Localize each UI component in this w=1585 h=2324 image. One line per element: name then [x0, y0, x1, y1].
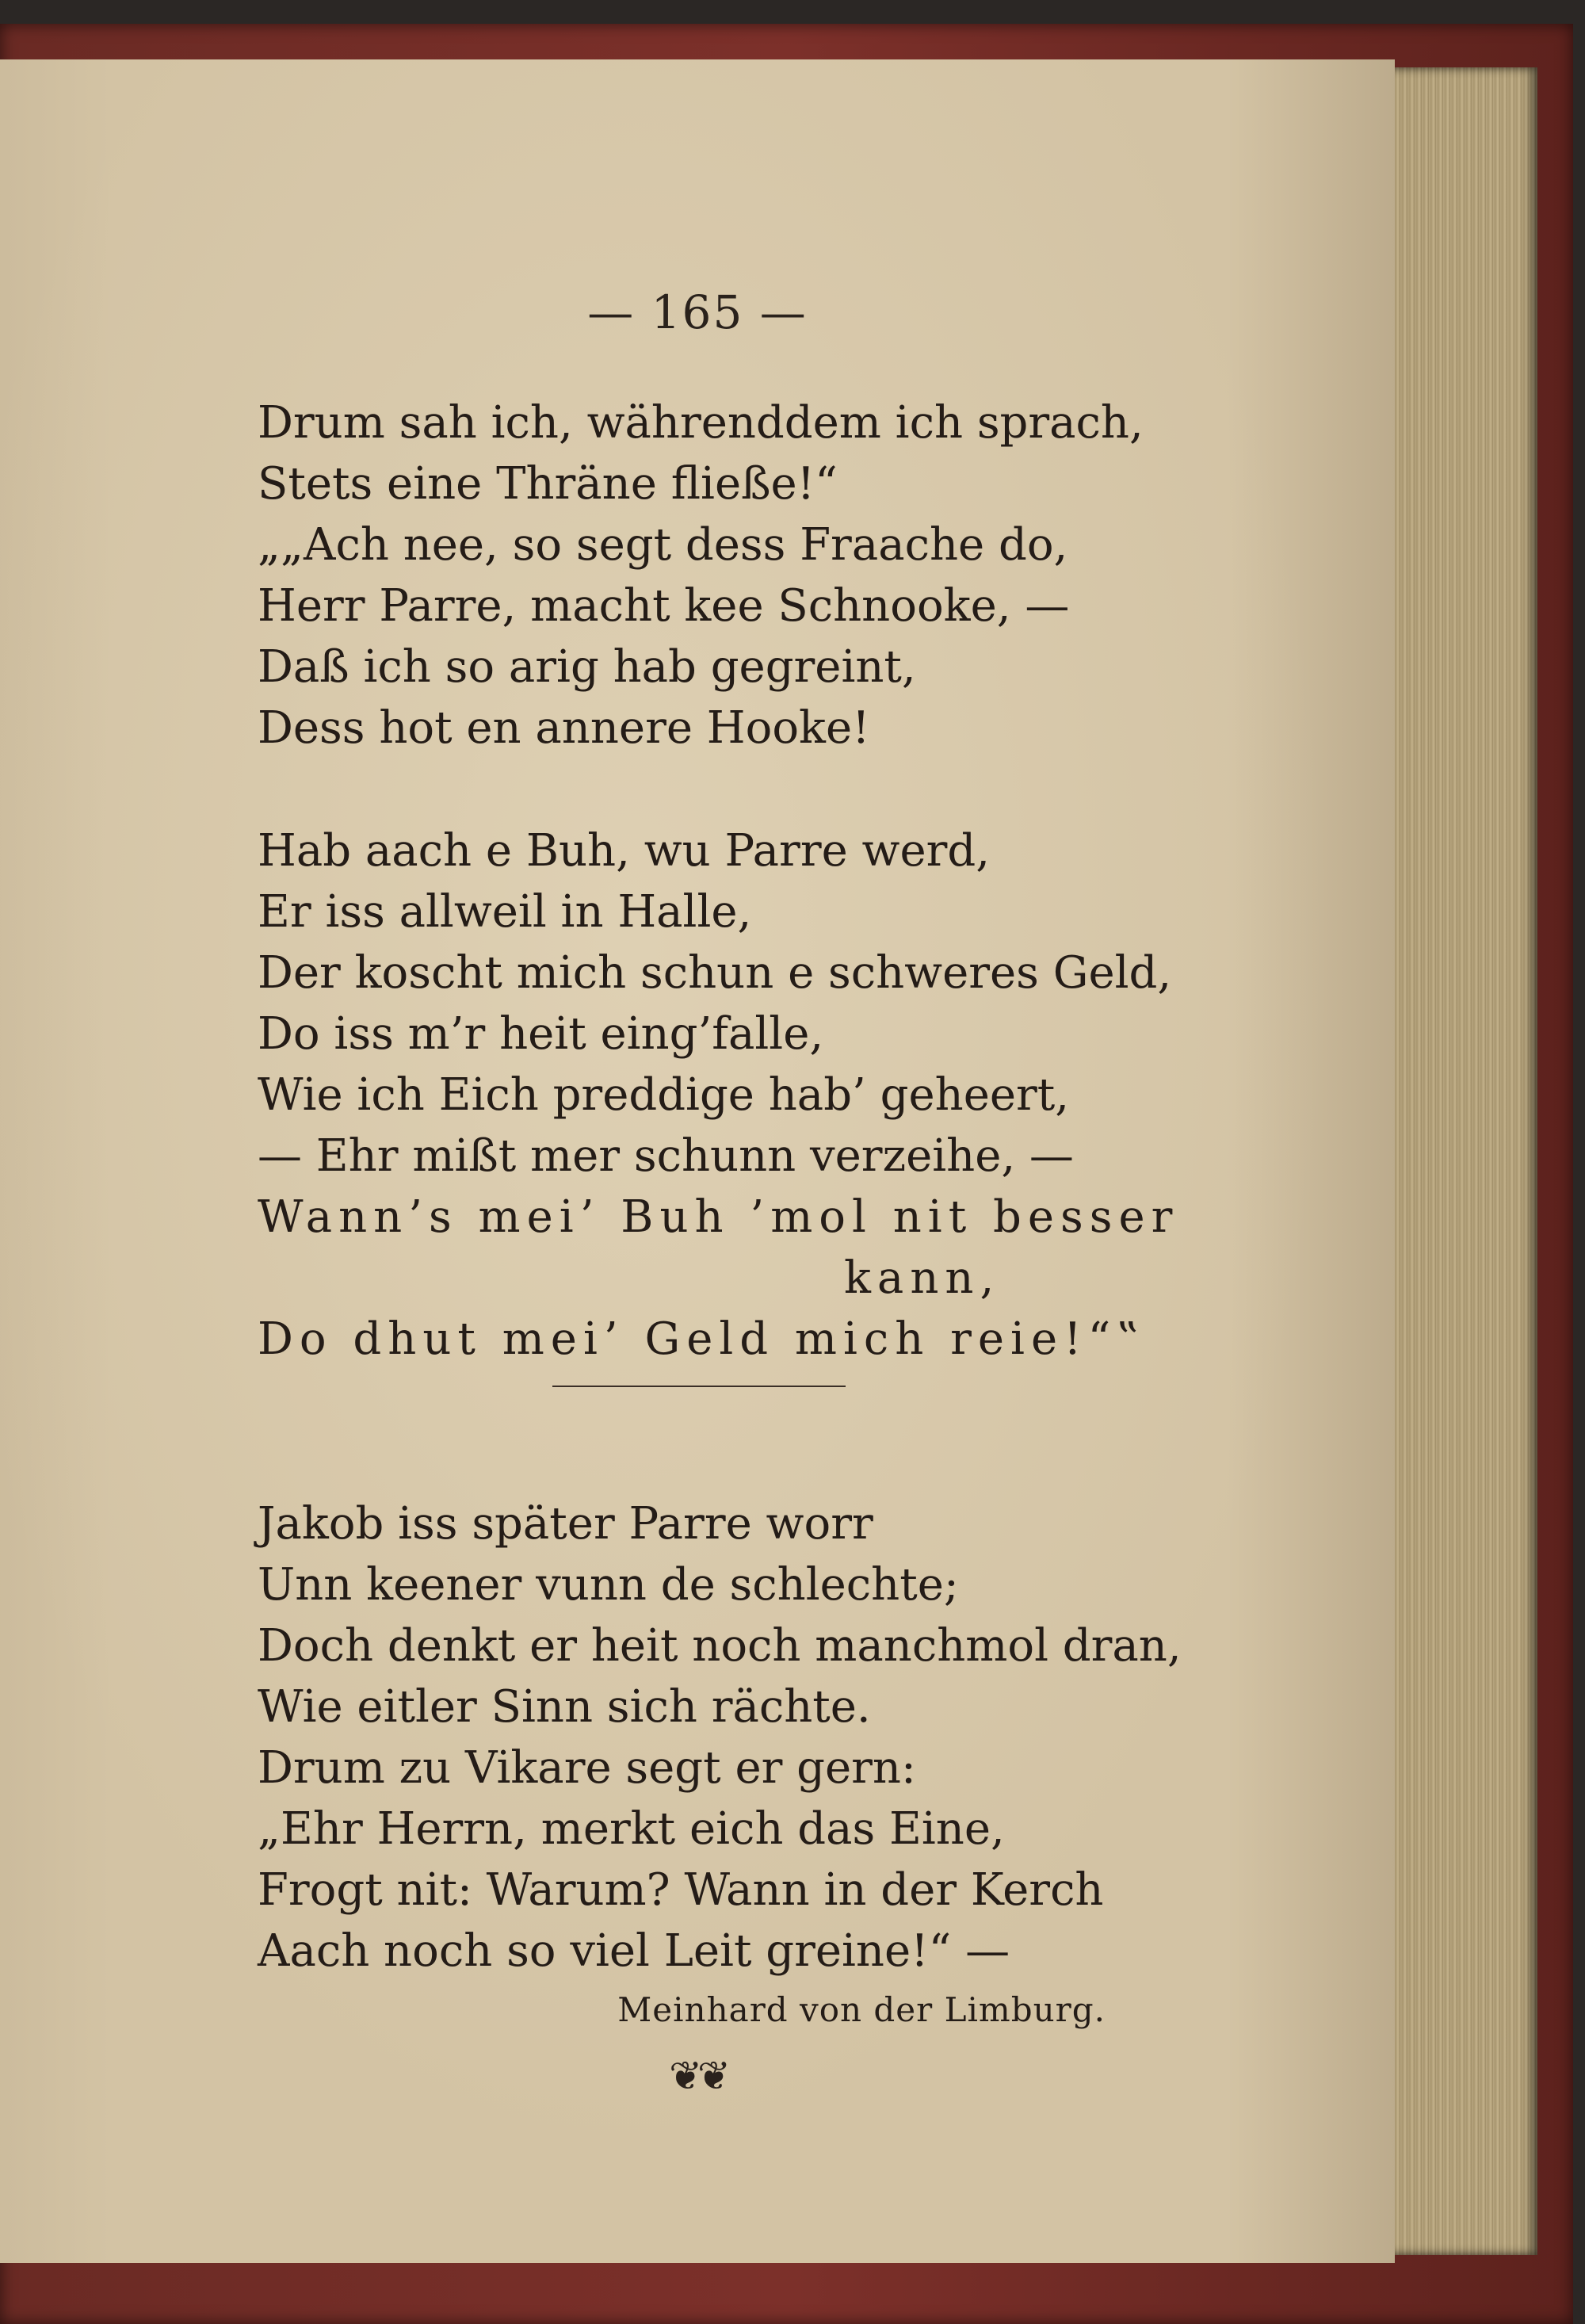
poem-line: Drum sah ich, währenddem ich sprach,: [258, 397, 1144, 449]
poem-line: Der koscht mich schun e schweres Geld,: [258, 947, 1172, 999]
poem-line: Wie eitler Sinn sich rächte.: [258, 1681, 871, 1733]
poem-line: Wann’s mei’ Buh ’mol nit besser: [258, 1191, 1179, 1243]
poem-line: Dess hot en annere Hooke!: [258, 702, 870, 754]
book-page: [0, 59, 1395, 2263]
poem-line: Wie ich Eich preddige hab’ geheert,: [258, 1069, 1070, 1121]
poem-line: Herr Parre, macht kee Schnooke, —: [258, 580, 1070, 632]
poem-line: Stets eine Thräne fließe!“: [258, 458, 838, 510]
poem-line: „Ehr Herrn, merkt eich das Eine,: [258, 1803, 1005, 1855]
poem-line: Frogt nit: Warum? Wann in der Kerch: [258, 1864, 1104, 1916]
poem-line: — Ehr mißt mer schunn verzeihe, —: [258, 1130, 1074, 1182]
stanza-2: [258, 820, 1256, 1370]
page-edges: [1379, 67, 1537, 2255]
poem-line: Drum zu Vikare segt er gern:: [258, 1742, 916, 1794]
stanza-1: [258, 392, 1256, 759]
poem-line: Do dhut mei’ Geld mich reie!“‟: [258, 1313, 1146, 1365]
poem-line: Doch denkt er heit noch manchmol dran,: [258, 1620, 1182, 1672]
poem-line: Do iss m’r heit eing’falle,: [258, 1008, 824, 1060]
poem-line: Aach noch so viel Leit greine!“ —: [258, 1925, 1010, 1977]
poem-line: Unn keener vunn de schlechte;: [258, 1559, 959, 1611]
page-number: — 165 —: [587, 285, 808, 339]
poem-line: Er iss allweil in Halle,: [258, 886, 752, 938]
poem-line: „„Ach nee, so segt dess Fraache do,: [258, 519, 1068, 571]
poem-line: Hab aach e Buh, wu Parre werd,: [258, 825, 991, 877]
section-divider: [258, 1370, 1256, 1431]
stanza-3: [258, 1493, 1256, 2034]
divider-rule: [552, 1386, 846, 1387]
author-signature: Meinhard von der Limburg.: [617, 1990, 1106, 2029]
poem-text: [258, 392, 1256, 2096]
poem-line-continuation: kann,: [844, 1252, 1001, 1304]
poem-line: Daß ich so arig hab gegreint,: [258, 641, 916, 693]
poem-line: Jakob iss später Parre worr: [258, 1498, 873, 1550]
fleuron-ornament-icon: ❦❦: [669, 2053, 726, 2099]
